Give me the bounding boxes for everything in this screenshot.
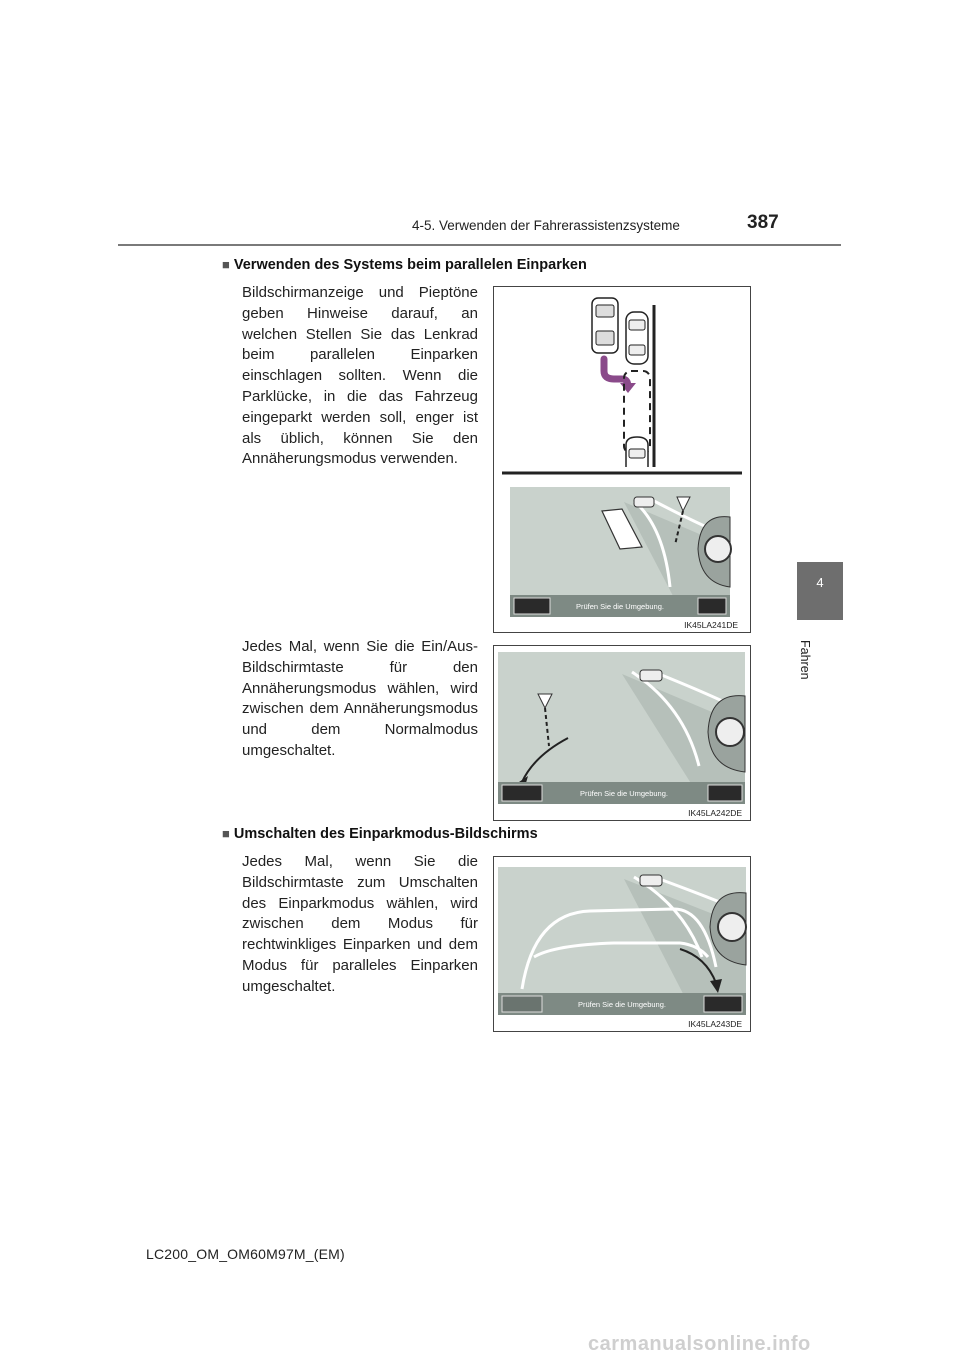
figure-code: IK45LA242DE — [688, 808, 742, 818]
wheel-icon — [716, 718, 744, 746]
sensor-status-icon — [698, 598, 726, 614]
front-car-icon — [640, 670, 662, 681]
arrow-head-icon — [620, 383, 636, 393]
screen-message: Prüfen Sie die Umgebung. — [576, 602, 664, 611]
section-heading-parallel-parking — [222, 257, 587, 273]
parked-car-icon — [626, 312, 648, 364]
figure-approach-mode — [493, 645, 751, 821]
paragraph-approach-mode: Jedes Mal, wenn Sie die Ein/Aus-Bildschirmtaste für den Annäherungsmodus wählen, wird zwischen dem Annäherungsmodus und dem Normalmodus umgeschaltet. — [242, 638, 478, 759]
section-header-title: 4-5. Verwenden der Fahrerassistenzsysteme — [412, 218, 680, 233]
figure-mode-switch — [493, 856, 751, 1032]
approach-mode-screen — [494, 646, 750, 820]
figure-parallel-parking — [493, 286, 751, 633]
mode-switch-button-icon[interactable] — [502, 996, 542, 1012]
steer-arrow-icon — [604, 359, 628, 387]
paragraph-intro: Bildschirmanzeige und Pieptöne geben Hinweise darauf, an welchen Stellen Sie das Lenkrad beim parallelen Einparken einschlagen sollten. Wenn die Parklücke, in die das Fahrzeug eingeparkt werden soll, enger ist als üblich, können Sie den Annäherungsmodus verwenden. — [242, 284, 478, 468]
chapter-label: Fahren — [798, 640, 812, 680]
document-id: LC200_OM_OM60M97M_(EM) — [146, 1246, 345, 1262]
section-heading-switch-mode — [222, 826, 538, 842]
square-bullet-icon: ■ — [222, 257, 230, 272]
section-heading-text: Verwenden des Systems beim parallelen Einparken — [233, 257, 587, 273]
watermark: carmanualsonline.info — [588, 1333, 811, 1355]
figure-code: IK45LA241DE — [684, 620, 738, 630]
screen-message: Prüfen Sie die Umgebung. — [578, 1000, 666, 1009]
parking-diagram — [494, 287, 750, 632]
front-car-icon — [640, 875, 662, 886]
approach-mode-button-icon[interactable] — [502, 785, 542, 801]
section-heading-text: Umschalten des Einparkmodus-Bildschirms — [233, 826, 538, 842]
page-number: 387 — [747, 212, 779, 233]
figure-code: IK45LA243DE — [688, 1019, 742, 1029]
own-car-icon — [592, 298, 618, 353]
approach-mode-button-icon[interactable] — [514, 598, 550, 614]
wheel-icon — [718, 913, 746, 941]
header-divider — [118, 244, 841, 246]
chapter-tab — [797, 562, 843, 620]
paragraph-switch-mode: Jedes Mal, wenn Sie die Bildschirmtaste zum Umschalten des Einparkmodus wählen, wird zwischen dem Modus für rechtwinkliges Einparken und dem Modus für paralleles Einparken umgeschaltet. — [242, 853, 478, 995]
screen-message: Prüfen Sie die Umgebung. — [580, 789, 668, 798]
parking-mode-button-icon[interactable] — [704, 996, 742, 1012]
front-car-icon — [634, 497, 654, 507]
rear-car-icon — [626, 437, 648, 467]
wheel-icon — [705, 536, 731, 562]
sensor-status-icon — [708, 785, 742, 801]
mode-switch-screen — [494, 857, 750, 1031]
square-bullet-icon: ■ — [222, 826, 230, 841]
chapter-number: 4 — [816, 575, 824, 590]
